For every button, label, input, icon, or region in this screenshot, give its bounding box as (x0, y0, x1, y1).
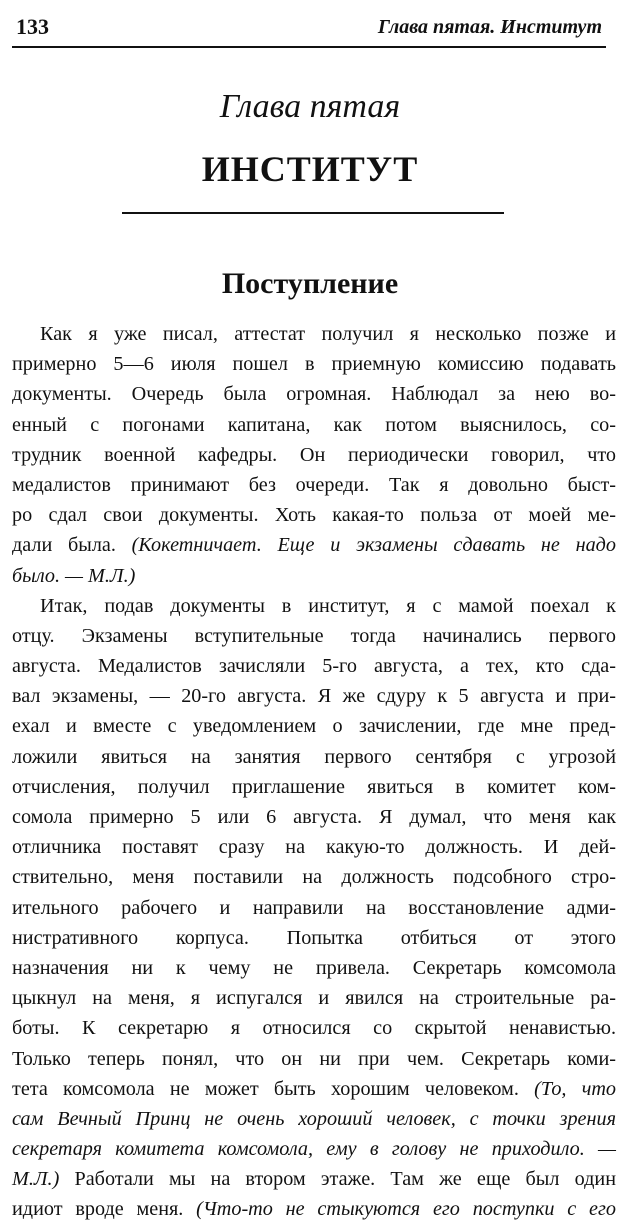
text-line (12, 832, 616, 862)
text-segment: цыкнул на меня, я испугался и явился на строительные ра- (12, 987, 616, 1010)
text-segment: отличника поставят сразу на какую-то должность. И дей- (12, 836, 616, 859)
text-segment: назначения ни к чему не привела. Секретарь комсомола (12, 956, 616, 979)
text-segment: Только теперь понял, что он ни при чем. Секретарь коми- (12, 1047, 616, 1070)
text-line (12, 681, 616, 711)
text-line (12, 1044, 616, 1074)
running-head-title: Глава пятая. Институт (377, 16, 602, 38)
text-segment: документы. Очередь была огромная. Наблюдал за нею во- (12, 383, 616, 406)
chapter-title: ИНСТИТУТ (201, 149, 419, 189)
text-segment: дали была. (12, 534, 116, 557)
text-line (12, 319, 616, 349)
italic-comment: секретаря комитета комсомола, ему в голову не приходило. — (12, 1138, 616, 1161)
text-segment: примерно 5—6 июля пошел в приемную комиссию подавать (12, 353, 616, 376)
text-line (12, 379, 616, 409)
text-line (12, 561, 616, 591)
text-line (12, 893, 616, 923)
text-line (12, 591, 616, 621)
page-number: 133 (16, 14, 49, 39)
text-line (12, 742, 616, 772)
text-line (12, 500, 616, 530)
italic-comment: М.Л.) (12, 1168, 60, 1191)
italic-comment: (Что-то не стыкуются его поступки с его (196, 1198, 616, 1221)
text-line (12, 1013, 616, 1043)
text-line (12, 923, 616, 953)
section-title: Поступление (221, 267, 399, 300)
text-segment: боты. К секретарю я относился со скрытой ненавистью. (12, 1017, 616, 1040)
text-line (12, 410, 616, 440)
running-header (12, 6, 606, 48)
text-segment: сомола примерно 5 или 6 августа. Я думал, что меня как (12, 806, 616, 828)
text-line (12, 772, 616, 802)
text-line (12, 953, 616, 983)
text-line (12, 1074, 616, 1104)
text-segment: медалистов принимают без очереди. Так я довольно быст- (12, 473, 616, 496)
text-segment: ложили явиться на занятия первого сентября с угрозой (12, 745, 616, 768)
italic-comment: сам Вечный Принц не очень хороший человек, с точки зрения (12, 1107, 616, 1130)
text-line (12, 862, 616, 892)
text-segment: ехал и вместе с уведомлением о зачислении, где мне пред- (12, 715, 616, 738)
text-segment: енный с погонами капитана, как потом выяснилось, со- (12, 413, 616, 436)
text-segment: идиот вроде меня. (12, 1198, 184, 1221)
text-segment: вал экзамены, — 20-го августа. Я же сдуру к 5 августа и при- (12, 685, 616, 708)
text-line (12, 1164, 616, 1194)
body-text (12, 319, 616, 1225)
text-segment: отцу. Экзамены вступительные тогда начинались первого (12, 624, 616, 647)
text-segment: отчисления, получил приглашение явиться в комитет ком- (12, 775, 616, 798)
text-segment: тета комсомола не может быть хорошим человеком. (12, 1077, 519, 1100)
text-line (12, 983, 616, 1013)
text-line (12, 651, 616, 681)
text-line (12, 621, 616, 651)
text-line (12, 530, 616, 560)
text-line (12, 1134, 616, 1164)
text-segment: ительного рабочего и направили на восстановление адми- (12, 896, 616, 919)
text-segment: нистративного корпуса. Попытка отбиться от этого (12, 926, 616, 949)
text-line (12, 440, 616, 470)
text-segment: ро сдал свои документы. Хоть какая-то польза от моей ме- (12, 504, 616, 527)
text-segment: Работали мы на втором этаже. Там же еще был один (74, 1168, 616, 1191)
text-segment: трудник военной кафедры. Он периодически говорил, что (12, 443, 616, 466)
text-segment: августа. Медалистов зачисляли 5-го августа, а тех, кто сда- (12, 655, 616, 678)
text-line (12, 802, 616, 832)
chapter-divider (122, 212, 504, 214)
text-segment: Как я уже писал, аттестат получил я несколько позже и (40, 323, 616, 345)
chapter-label: Глава пятая (219, 88, 401, 125)
text-line (12, 349, 616, 379)
text-line (12, 711, 616, 741)
italic-comment: (То, что (534, 1077, 616, 1100)
text-line (12, 1104, 616, 1134)
text-line (12, 1194, 616, 1224)
text-segment: Итак, подав документы в институт, я с мамой поехал к (40, 594, 616, 617)
italic-comment: (Кокетничает. Еще и экзамены сдавать не надо (131, 534, 616, 557)
text-segment: ствительно, меня поставили на должность подсобного стро- (12, 866, 616, 889)
italic-comment: было. — М.Л.) (12, 564, 136, 587)
text-line (12, 470, 616, 500)
